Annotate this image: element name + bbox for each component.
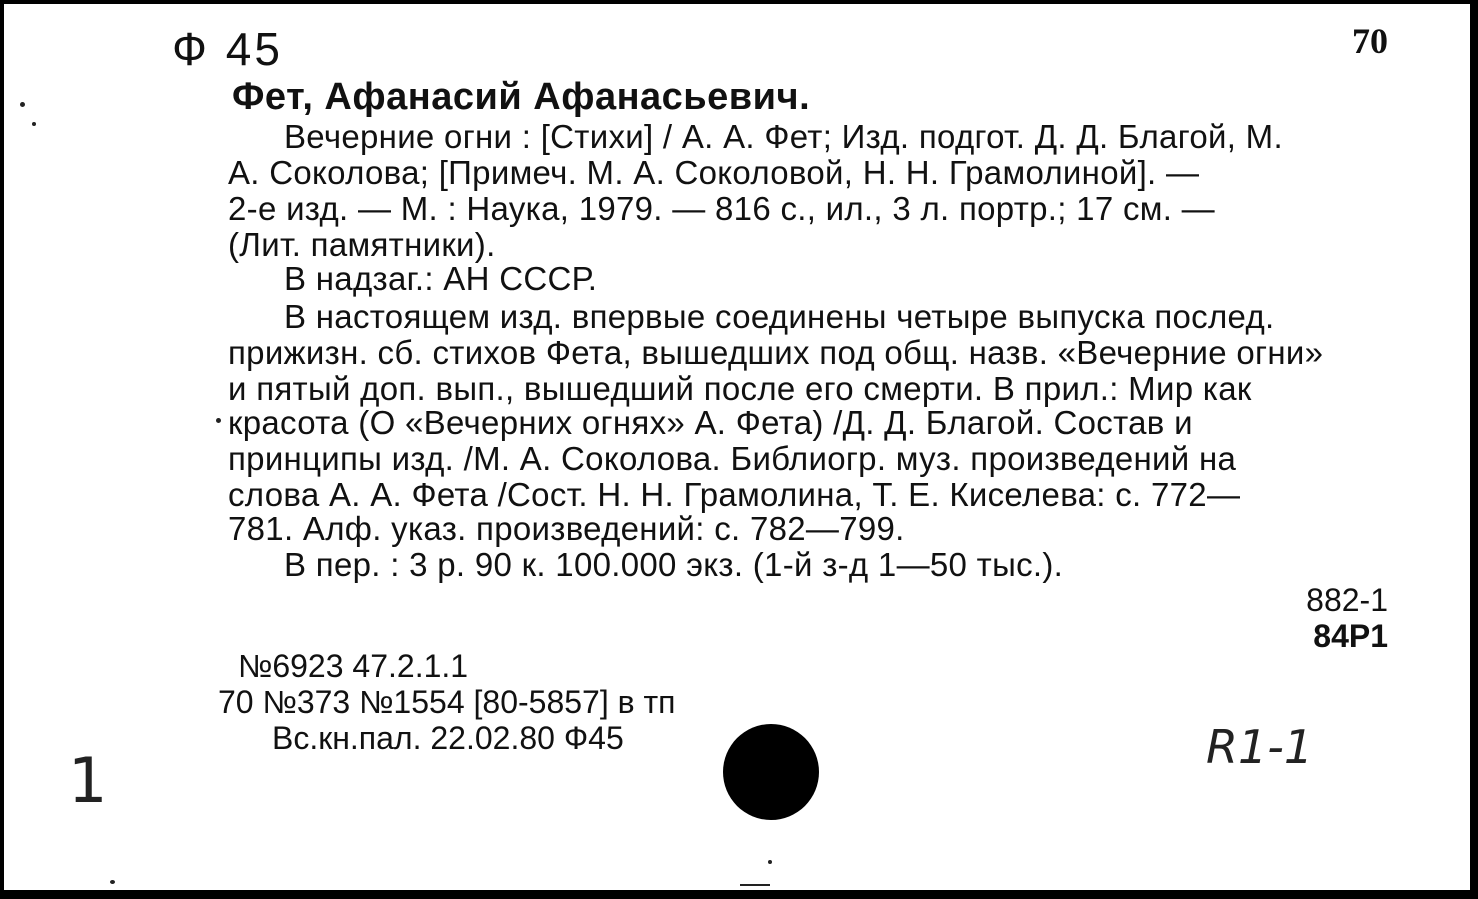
note-line: принципы изд. /М. А. Соколова. Библиогр. муз. произведений на bbox=[228, 440, 1237, 477]
call-number: Ф 45 bbox=[172, 23, 283, 75]
description-line: 2-е изд. — М. : Наука, 1979. — 816 с., ил., 3 л. портр.; 17 см. — bbox=[228, 190, 1215, 227]
price-line: В пер. : 3 р. 90 к. 100.000 экз. (1-й з-д 1—50 тыс.). bbox=[284, 546, 1064, 583]
service-line: №6923 47.2.1.1 bbox=[238, 648, 469, 684]
punch-hole bbox=[723, 724, 819, 820]
note-line: В настоящем изд. впервые соединены четыре выпуска послед. bbox=[284, 298, 1275, 335]
speck bbox=[216, 418, 221, 423]
description-line: А. Соколова; [Примеч. М. А. Соколовой, Н. Н. Грамолиной]. — bbox=[228, 154, 1200, 191]
classification-index: 882-1 bbox=[1306, 582, 1388, 618]
note-line: прижизн. сб. стихов Фета, вышедших под общ. назв. «Вечерние огни» bbox=[228, 334, 1324, 371]
classification-index: 84Р1 bbox=[1313, 618, 1388, 654]
speck bbox=[20, 102, 25, 107]
service-line: Вс.кн.пал. 22.02.80 Ф45 bbox=[272, 720, 624, 756]
note-line: и пятый доп. вып., вышедший после его смерти. В прил.: Мир как bbox=[228, 370, 1252, 407]
speck bbox=[740, 884, 770, 886]
speck bbox=[768, 860, 772, 864]
description-line: Вечерние огни : [Стихи] / А. А. Фет; Изд. подгот. Д. Д. Благой, М. bbox=[284, 118, 1283, 155]
speck bbox=[32, 122, 36, 126]
note-line: 781. Алф. указ. произведений: с. 782—799. bbox=[228, 510, 905, 547]
description-line: (Лит. памятники). bbox=[228, 226, 496, 263]
speck bbox=[110, 880, 115, 884]
handwritten-mark-left: 1 bbox=[68, 744, 108, 817]
handwritten-mark-right: R1-1 bbox=[1206, 720, 1314, 774]
note-line: красота (О «Вечерних огнях» А. Фета) /Д. Д. Благой. Состав и bbox=[228, 404, 1193, 441]
service-line: 70 №373 №1554 [80-5857] в тп bbox=[218, 684, 676, 720]
card-number: 70 bbox=[1352, 21, 1388, 61]
catalog-card bbox=[4, 4, 1470, 890]
author-heading: Фет, Афанасий Афанасьевич. bbox=[232, 76, 811, 118]
note-line: В надзаг.: АН СССР. bbox=[284, 260, 598, 297]
note-line: слова А. А. Фета /Сост. Н. Н. Грамолина, Т. Е. Киселева: с. 772— bbox=[228, 476, 1241, 513]
